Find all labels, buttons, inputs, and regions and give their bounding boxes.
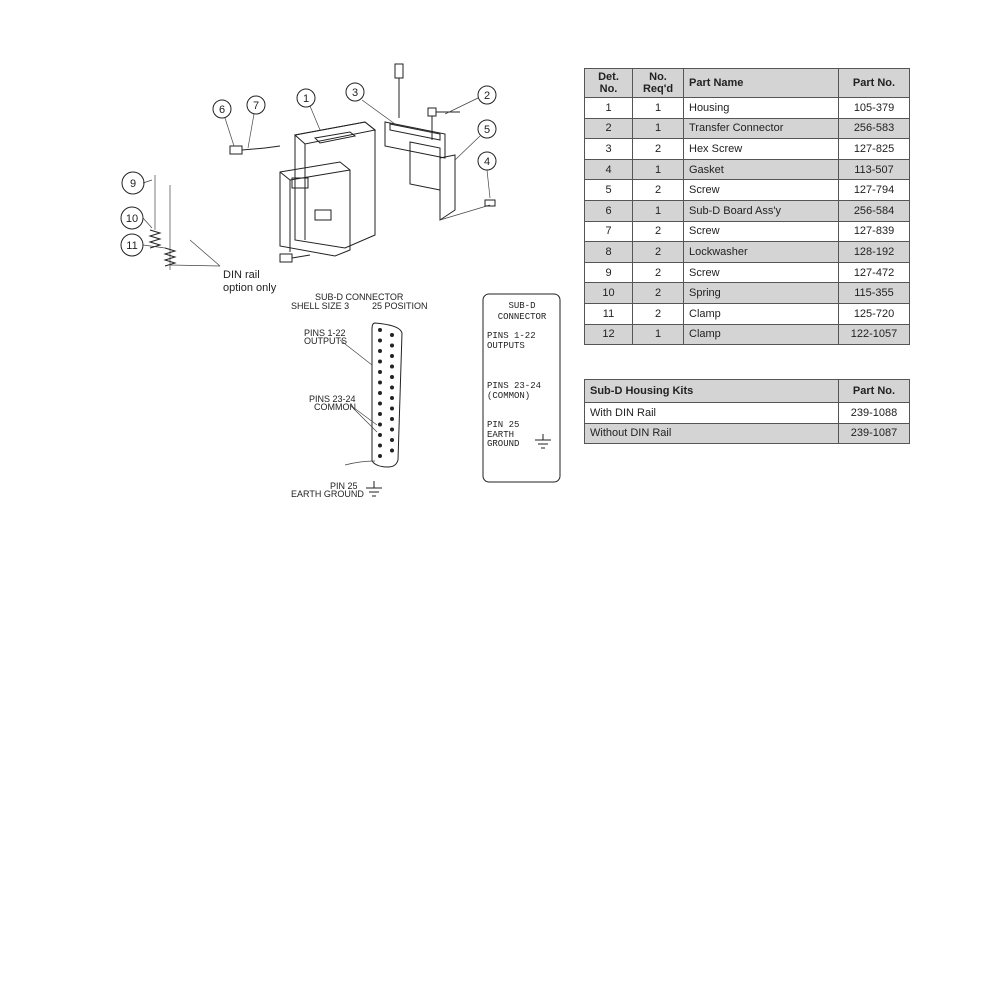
legend-title-1: SUB-D <box>508 301 536 311</box>
pin-dot <box>378 423 382 427</box>
cell-det-no: 5 <box>585 180 633 201</box>
legend-pins-23-24: PINS 23-24 <box>487 381 542 391</box>
callout-6 <box>213 100 234 146</box>
table-row <box>585 180 910 201</box>
cell-kit-name: With DIN Rail <box>585 403 839 424</box>
pinout-pins-23-24: PINS 23-24 <box>309 394 356 404</box>
table-row <box>585 242 910 263</box>
cell-part-no: 127-825 <box>839 139 910 160</box>
pin-dot <box>378 349 382 353</box>
cell-part-name: Clamp <box>684 324 839 345</box>
cell-part-name: Screw <box>684 262 839 283</box>
pin-dot <box>390 344 394 348</box>
cell-part-no: 256-584 <box>839 200 910 221</box>
pin-dot <box>390 386 394 390</box>
callout-5 <box>455 120 496 160</box>
svg-text:11: 11 <box>126 240 138 252</box>
cell-req: 2 <box>633 303 684 324</box>
sub-d-legend-box <box>480 292 564 486</box>
pin-dot <box>390 449 394 453</box>
table-row <box>585 403 910 424</box>
earth-ground-icon <box>535 434 551 448</box>
cell-det-no: 11 <box>585 303 633 324</box>
kits-table-header <box>585 380 910 403</box>
cell-req: 2 <box>633 180 684 201</box>
cell-part-name: Sub-D Board Ass'y <box>684 200 839 221</box>
callout-1 <box>297 89 320 130</box>
pinout-pin-25: PIN 25 <box>330 481 358 491</box>
svg-text:2: 2 <box>483 90 491 102</box>
pinout-common: COMMON <box>314 402 356 412</box>
table-row <box>585 118 910 139</box>
cell-part-name: Clamp <box>684 303 839 324</box>
header-kits-name: Sub-D Housing Kits <box>585 380 839 403</box>
pin-dot <box>378 433 382 437</box>
cell-kit-part-no: 239-1088 <box>839 403 910 424</box>
legend-earth: EARTH <box>487 430 515 440</box>
cell-part-no: 113-507 <box>839 159 910 180</box>
pin-dot <box>390 438 394 442</box>
cell-part-no: 115-355 <box>839 283 910 304</box>
cell-kit-part-no: 239-1087 <box>839 423 910 444</box>
sub-d-pinout-drawing <box>280 285 450 505</box>
callout-10 <box>121 207 152 229</box>
cell-req: 1 <box>633 98 684 119</box>
parts-table-header <box>585 69 910 98</box>
pin-dot <box>390 375 394 379</box>
svg-text:3: 3 <box>351 87 359 99</box>
kits-table <box>584 379 910 444</box>
cell-part-no: 128-192 <box>839 242 910 263</box>
header-req: No. Req'd <box>633 69 684 98</box>
cell-req: 2 <box>633 221 684 242</box>
cell-kit-name: Without DIN Rail <box>585 423 839 444</box>
cell-req: 2 <box>633 283 684 304</box>
legend-common: (COMMON) <box>487 391 531 401</box>
cell-part-no: 127-472 <box>839 262 910 283</box>
cell-req: 1 <box>633 200 684 221</box>
pinout-pins-1-22: PINS 1-22 <box>304 328 346 338</box>
table-row <box>585 221 910 242</box>
cell-req: 1 <box>633 159 684 180</box>
cell-req: 2 <box>633 242 684 263</box>
svg-text:9: 9 <box>129 178 137 190</box>
pin-dot <box>378 402 382 406</box>
pinout-outputs: OUTPUTS <box>304 336 348 346</box>
pin-dot <box>378 454 382 458</box>
cell-det-no: 7 <box>585 221 633 242</box>
housing-part <box>280 122 375 256</box>
pinout-shell: SHELL SIZE 3 <box>291 301 350 311</box>
cell-part-no: 127-794 <box>839 180 910 201</box>
pin-dot <box>390 396 394 400</box>
cell-req: 1 <box>633 118 684 139</box>
pin-dot <box>390 417 394 421</box>
connector-pins <box>378 328 394 458</box>
svg-text:1: 1 <box>302 93 310 105</box>
cell-part-no: 105-379 <box>839 98 910 119</box>
cell-part-name: Screw <box>684 180 839 201</box>
cell-part-name: Lockwasher <box>684 242 839 263</box>
table-row <box>585 324 910 345</box>
cell-part-no: 125-720 <box>839 303 910 324</box>
table-row <box>585 200 910 221</box>
svg-text:7: 7 <box>252 100 260 112</box>
pin-dot <box>390 333 394 337</box>
pin-dot <box>390 407 394 411</box>
cell-part-no: 127-839 <box>839 221 910 242</box>
header-det-no: Det. No. <box>585 69 633 98</box>
legend-outputs: OUTPUTS <box>487 341 525 351</box>
cell-part-name: Screw <box>684 221 839 242</box>
cell-part-no: 256-583 <box>839 118 910 139</box>
cell-part-name: Gasket <box>684 159 839 180</box>
din-rail-note-line2: option only <box>223 282 277 294</box>
pin-dot <box>378 339 382 343</box>
pin-dot <box>390 354 394 358</box>
cell-det-no: 6 <box>585 200 633 221</box>
cell-det-no: 9 <box>585 262 633 283</box>
callout-3 <box>346 83 395 124</box>
pinout-position: 25 POSITION <box>372 301 428 311</box>
legend-pins-1-22: PINS 1-22 <box>487 331 536 341</box>
pinout-title: SUB-D CONNECTOR <box>315 292 404 302</box>
pin-dot <box>378 391 382 395</box>
parts-table <box>584 68 910 345</box>
pin-dot <box>378 360 382 364</box>
legend-title-2: CONNECTOR <box>497 312 547 322</box>
pin-dot <box>390 428 394 432</box>
legend-pin-25: PIN 25 <box>487 420 520 430</box>
connector-shell <box>372 323 402 467</box>
svg-text:4: 4 <box>483 156 491 168</box>
pin-dot <box>378 370 382 374</box>
cell-det-no: 8 <box>585 242 633 263</box>
callout-9 <box>122 172 152 194</box>
header-part-no: Part No. <box>839 69 910 98</box>
cell-det-no: 4 <box>585 159 633 180</box>
transfer-connector-part <box>385 64 460 190</box>
cell-part-name: Transfer Connector <box>684 118 839 139</box>
legend-ground: GROUND <box>487 439 520 449</box>
exploded-assembly-drawing <box>110 60 500 300</box>
svg-text:6: 6 <box>218 104 226 116</box>
table-row <box>585 98 910 119</box>
cell-det-no: 2 <box>585 118 633 139</box>
callout-2 <box>445 86 496 114</box>
din-rail-note-line1: DIN rail <box>223 269 260 281</box>
table-row <box>585 303 910 324</box>
cell-part-name: Spring <box>684 283 839 304</box>
callout-4 <box>478 152 496 198</box>
earth-ground-icon <box>366 481 382 496</box>
table-row <box>585 262 910 283</box>
pinout-earth-ground: EARTH GROUND <box>291 489 364 499</box>
pin-dot <box>378 381 382 385</box>
header-kits-part-no: Part No. <box>839 380 910 403</box>
pin-dot <box>378 412 382 416</box>
cell-part-no: 122-1057 <box>839 324 910 345</box>
cell-part-name: Housing <box>684 98 839 119</box>
table-row <box>585 139 910 160</box>
pin-dot <box>378 328 382 332</box>
parts-table-body <box>585 98 910 345</box>
table-row <box>585 283 910 304</box>
cell-req: 2 <box>633 139 684 160</box>
cell-det-no: 12 <box>585 324 633 345</box>
kits-table-body <box>585 403 910 444</box>
table-row <box>585 423 910 444</box>
pin-dot <box>390 365 394 369</box>
cell-req: 1 <box>633 324 684 345</box>
svg-text:10: 10 <box>125 213 139 225</box>
svg-text:5: 5 <box>483 124 491 136</box>
cell-req: 2 <box>633 262 684 283</box>
cell-det-no: 1 <box>585 98 633 119</box>
pin-dot <box>378 444 382 448</box>
callout-7 <box>247 96 265 148</box>
cell-part-name: Hex Screw <box>684 139 839 160</box>
header-part-name: Part Name <box>684 69 839 98</box>
screws-6-7 <box>230 146 310 262</box>
din-rail-hardware <box>150 175 220 270</box>
cell-det-no: 10 <box>585 283 633 304</box>
cell-det-no: 3 <box>585 139 633 160</box>
table-row <box>585 159 910 180</box>
